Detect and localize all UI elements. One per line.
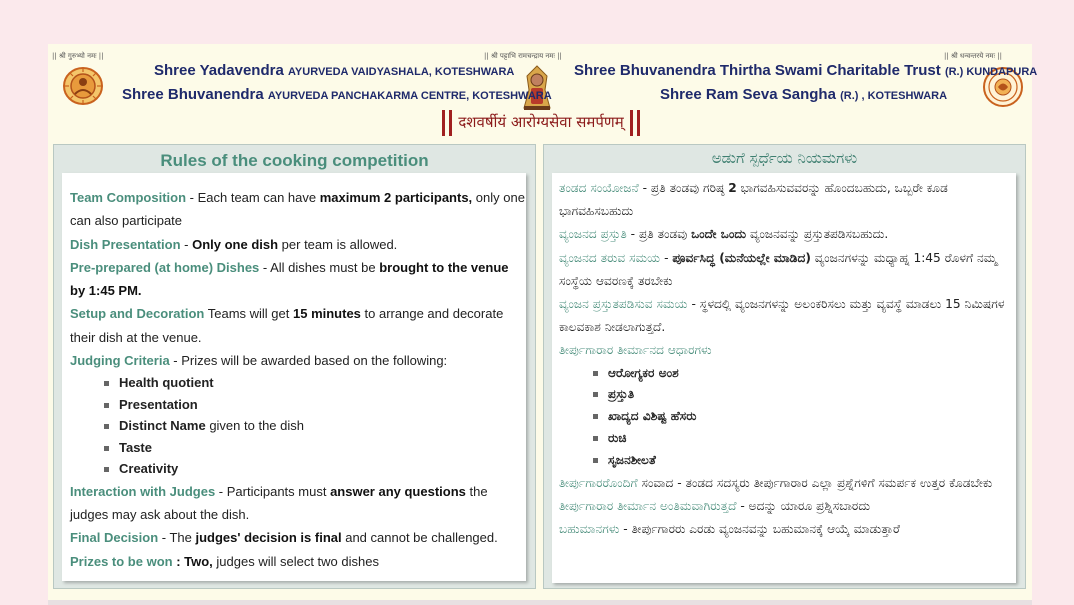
criteria-item: Health quotient <box>104 372 525 394</box>
kn-rule-team: ತಂಡದ ಸಂಯೋಜನೆ - ಪ್ರತಿ ತಂಡವು ಗರಿಷ್ಠ 2 ಭಾಗವಹಿಸುವವರನ್ನು ಹೊಂದಬಹುದು, ಒಬ್ಬರೇ ಕೂಡ ಭಾಗವಹಿಸಬಹುದು <box>559 181 948 219</box>
invocation-left: || श्री गुरुभ्यो नमः || <box>52 52 104 60</box>
org-charitable-trust: Shree Bhuvanendra Thirtha Swami Charitable Trust (R.) KUNDAPURA <box>574 62 1038 79</box>
kn-criteria-item: ಆರೋಗ್ಯಕರ ಅಂಶ <box>593 363 1017 385</box>
rule-pre-prepared: Pre-prepared (at home) Dishes - All dishes must be brought to the venue by 1:45 PM. <box>70 259 509 299</box>
criteria-list <box>104 372 525 480</box>
kn-criteria-item: ರುಚಿ <box>593 428 1017 450</box>
rule-dish-presentation: Dish Presentation - Only one dish per team is allowed. <box>70 236 398 252</box>
criteria-item: Taste <box>104 437 525 459</box>
org-yadavendra: Shree Yadavendra AYURVEDA VAIDYASHALA, KOTESHWARA <box>154 62 515 79</box>
rule-final-decision: Final Decision - The judges' decision is final and cannot be challenged. <box>70 530 498 546</box>
kn-rule-final: ತೀರ್ಪುಗಾರಾರ ತೀರ್ಮಾನ ಅಂತಿಮವಾಗಿರುತ್ತದೆ - ಅದನ್ನು ಯಾರೂ ಪ್ರಶ್ನಿಸಬಾರದು <box>559 498 871 513</box>
guru-emblem-icon <box>62 66 104 110</box>
invocation-right: || श्री धन्वन्तरये नमः || <box>944 52 1002 60</box>
kannada-panel-title: ಅಡುಗೆ ಸ್ಪರ್ಧೆಯ ನಿಯಮಗಳು <box>711 149 858 167</box>
rule-interaction-judges: Interaction with Judges - Participants must answer any questions the judges may ask about the dish. <box>70 483 488 523</box>
kn-rule-prep: ವ್ಯಂಜನದ ತರುವ ಸಮಯ - ಪೂರ್ವಸಿದ್ಧ (ಮನೆಯಲ್ಲೇ ಮಾಡಿದ) ವ್ಯಂಜನಗಳನ್ನು ಮಧ್ಯಾಹ್ನ 1:45 ರೊಳಗೆ ನಮ್ಮ ಸಂಸ್ಥೆಯ ಆವರಣಕ್ಕೆ ತರಬೇಕು <box>559 250 997 288</box>
rule-team-composition: Team Composition - Each team can have maximum 2 participants, only one can also participate <box>70 190 525 229</box>
bottom-border <box>48 600 1032 605</box>
english-panel-title: Rules of the cooking competition <box>160 151 429 170</box>
english-rules-list <box>70 186 525 573</box>
kannada-rules-list <box>559 177 1017 541</box>
rule-prizes: Prizes to be won : Two, judges will select two dishes <box>70 553 379 569</box>
kn-rule-interaction: ತೀರ್ಪುಗಾರರೊಂದಿಗೆ ಸಂವಾದ - ತಂಡದ ಸದಸ್ಯರು ತೀರ್ಪುಗಾರಾರ ಎಲ್ಲಾ ಪ್ರಶ್ನೆಗಳಿಗೆ ಸಮರ್ಪಕ ಉತ್ತರ ಕೊಡಬೇಕು <box>559 475 993 490</box>
criteria-item: Creativity <box>104 458 525 480</box>
org-bhuvanendra-panchakarma: Shree Bhuvanendra AYURVEDA PANCHAKARMA CENTRE, KOTESHWARA <box>122 86 552 103</box>
criteria-item: Presentation <box>104 394 525 416</box>
kn-rule-prizes: ಬಹುಮಾನಗಳು - ತೀರ್ಪುಗಾರರು ಎರಡು ವ್ಯಂಜನವನ್ನು ಬಹುಮಾನಕ್ಕೆ ಆಯ್ಕೆ ಮಾಡುತ್ತಾರೆ <box>559 522 900 537</box>
kn-criteria-item: ಸೃಜನಶೀಲತೆ <box>593 450 1017 472</box>
rule-setup-decoration: Setup and Decoration Teams will get 15 minutes to arrange and decorate their dish at the venue. <box>70 306 504 345</box>
hindi-title-text: दशवर्षीयं आरोग्यसेवा समर्पणम् <box>458 113 624 131</box>
kn-rule-setup: ವ್ಯಂಜನ ಪ್ರಸ್ತುತಪಡಿಸುವ ಸಮಯ - ಸ್ಥಳದಲ್ಲಿ ವ್ಯಂಜನಗಳನ್ನು ಅಲಂಕರಿಸಲು ಮತ್ತು ವ್ಯವಸ್ಥೆ ಮಾಡಲು 15 ನಿಮಿಷಗಳ ಕಾಲವಕಾಶ ನೀಡಲಾಗುತ್ತದೆ. <box>559 297 1005 335</box>
kn-rule-judging: ತೀರ್ಪುಗಾರಾರ ತೀರ್ಮಾನದ ಆಧಾರಗಳು <box>559 343 712 358</box>
rule-judging-criteria: Judging Criteria - Prizes will be awarded based on the following: <box>70 353 448 369</box>
invocation-center: || श्री पट्टाभि रामचन्द्राय नमः || <box>484 52 562 60</box>
kn-criteria-item: ಖಾದ್ಯದ ವಿಶಿಷ್ಟ ಹೆಸರು <box>593 406 1017 428</box>
kn-criteria-item: ಪ್ರಸ್ತುತಿ <box>593 384 1017 406</box>
org-ram-seva-sangha: Shree Ram Seva Sangha (R.) , KOTESHWARA <box>660 86 948 103</box>
kn-rule-dish: ವ್ಯಂಜನದ ಪ್ರಸ್ತುತಿ - ಪ್ರತಿ ತಂಡವು ಒಂದೇ ಒಂದು ವ್ಯಂಜನವನ್ನು ಪ್ರಸ್ತುತಪಡಿಸಬಹುದು. <box>559 227 889 242</box>
hindi-banner-title <box>408 108 674 136</box>
criteria-item: Distinct Name given to the dish <box>104 415 525 437</box>
kn-criteria-list <box>593 363 1017 472</box>
